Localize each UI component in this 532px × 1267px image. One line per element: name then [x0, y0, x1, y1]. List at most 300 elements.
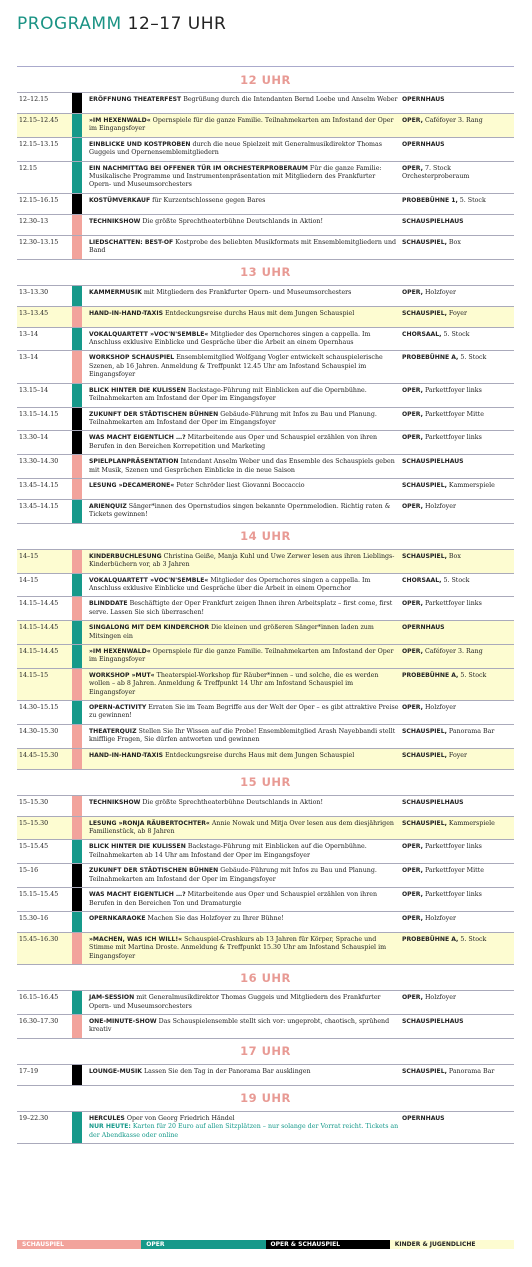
event-venue	[402, 915, 512, 923]
event-venue	[402, 117, 512, 125]
event-text: Stellen Sie Ihr Wissen auf die Probe! Ensemblemitglied Arash Nayebbandi stellt knifflige Fragen, Sie dürfen antworten und gewinnen	[89, 727, 396, 744]
event-title: ZUKUNFT DER STÄDTISCHEN BÜHNEN	[89, 410, 219, 418]
event-time: 12.15–16.15	[19, 196, 59, 204]
event-description	[89, 820, 399, 837]
event-description	[89, 503, 399, 520]
venue-name: OPER,	[402, 502, 423, 510]
event-description	[89, 843, 399, 860]
event-time: 15.30–16	[19, 914, 49, 922]
venue-detail: 5. Stock	[441, 330, 470, 338]
venue-detail: Parkettfoyer links	[422, 434, 482, 442]
event-title: HAND-IN-HAND-TAXIS	[89, 309, 163, 317]
event-description	[89, 165, 399, 190]
venue-detail: Box	[446, 238, 461, 246]
event-time: 14.15–14.45	[19, 648, 59, 655]
event-venue	[402, 672, 512, 680]
legend-kinder-jugendliche: KINDER & JUGENDLICHE	[390, 1240, 514, 1249]
event-title: SPIELPLANPRÄSENTATION	[89, 458, 179, 466]
event-venue	[402, 434, 512, 442]
schedule	[17, 67, 514, 1144]
event-description	[89, 648, 399, 665]
event-row	[17, 796, 514, 817]
event-description	[89, 434, 399, 451]
event-description	[89, 936, 399, 961]
event-text: Kostprobe des beliebten Musikformats mit Ensemblemitgliedern und Band	[89, 238, 397, 255]
event-text: durch die neue Spielzeit mit Generalmusikdirektor Thomas Guggeis und Opernensemblemitgliedern	[89, 140, 383, 157]
event-description	[89, 411, 399, 428]
category-marker	[72, 991, 82, 1014]
event-venue	[402, 165, 512, 182]
venue-detail: 7. Stock Orchesterproberaum	[402, 164, 470, 181]
venue-detail: Caféfoyer 3. Rang	[422, 117, 483, 124]
event-venue	[402, 218, 512, 226]
event-text: Für die ganze Familie: Musikalische Programme und Instrumentenpräsentation mit Mitgliedern des Frankfurter Opern- und Museumsorchesters	[89, 164, 382, 189]
category-marker	[72, 840, 82, 863]
event-venue	[402, 387, 512, 395]
event-venue	[402, 891, 512, 899]
event-time: 13.45–14.15	[19, 502, 59, 510]
event-title: »MACHEN, WAS ICH WILL!«	[89, 935, 183, 943]
venue-name: OPER,	[402, 410, 423, 418]
event-time: 13–14	[19, 330, 39, 338]
event-time: 13.30–14.30	[19, 458, 59, 466]
hour-heading: 19 UHR	[17, 1086, 514, 1112]
category-marker	[72, 500, 82, 523]
category-marker	[72, 621, 82, 644]
event-description	[89, 600, 399, 617]
event-text: Die größte Sprechtheaterbühne Deutschlands in Aktion!	[140, 798, 324, 806]
hour-heading: 14 UHR	[17, 524, 514, 550]
venue-name: OPER,	[402, 843, 423, 851]
event-time: 13–14	[19, 354, 39, 362]
venue-name: PROBEBÜHNE A,	[402, 354, 459, 362]
category-marker	[72, 933, 82, 964]
event-description	[89, 728, 399, 745]
event-note-head: NUR HEUTE:	[89, 1123, 131, 1131]
event-text: für Kurzentschlossene gegen Bares	[150, 196, 266, 204]
event-row	[17, 215, 514, 236]
venue-name: SCHAUSPIEL,	[402, 1067, 447, 1075]
event-description	[89, 197, 399, 205]
venue-detail: Holzfoyer	[422, 914, 456, 922]
event-time: 19–22.30	[19, 1114, 49, 1122]
hour-heading: 12 UHR	[17, 67, 514, 93]
event-title: KOSTÜMVERKAUF	[89, 196, 151, 204]
event-row	[17, 455, 514, 479]
event-title: ARIENQUIZ	[89, 502, 127, 510]
event-title: BLICK HINTER DIE KULISSEN	[89, 843, 186, 851]
event-description	[89, 799, 399, 807]
event-time: 15–15.30	[19, 798, 49, 806]
category-marker	[72, 1112, 82, 1143]
hour-heading: 13 UHR	[17, 260, 514, 286]
event-venue	[402, 867, 512, 875]
venue-detail: Parkettfoyer links	[422, 891, 482, 899]
event-description	[89, 915, 399, 923]
event-venue	[402, 141, 512, 149]
event-row	[17, 328, 514, 352]
event-row	[17, 840, 514, 864]
category-marker	[72, 1015, 82, 1038]
venue-detail: Caféfoyer 3. Rang	[422, 648, 483, 655]
category-marker	[72, 162, 82, 193]
event-text: Gebäude-Führung mit Infos zu Bau und Planung. Teilnahmekarten am Infostand der Oper im Eingangsfoyer	[89, 867, 377, 883]
category-marker	[72, 307, 82, 327]
event-description	[89, 624, 399, 641]
event-row	[17, 479, 514, 500]
event-title: VOKALQUARTETT »VOC'N'SEMBLE«	[89, 330, 209, 338]
event-time: 15–16	[19, 867, 39, 875]
event-text: Christina Geiße, Manja Kuhl und Uwe Zerwer lesen aus ihren Lieblings-Kinderbüchern vor, ab 3 Jahren	[89, 552, 395, 569]
venue-name: PROBEBÜHNE 1,	[402, 196, 458, 204]
event-row	[17, 114, 514, 138]
event-title: LESUNG »RONJA RÄUBERTOCHTER«	[89, 819, 210, 827]
event-title: ONE-MINUTE-SHOW	[89, 1017, 157, 1025]
event-row	[17, 93, 514, 114]
venue-detail: Parkettfoyer links	[422, 843, 482, 851]
venue-name: OPER,	[402, 164, 423, 172]
event-description	[89, 218, 399, 226]
venue-name: OPERNHAUS	[402, 96, 445, 103]
legend-oper-schauspiel: OPER & SCHAUSPIEL	[266, 1240, 390, 1249]
page-title-time: 12–17 UHR	[127, 14, 227, 34]
event-text: Beschäftigte der Oper Frankfurt zeigen Ihnen ihren Arbeitsplatz – first come, first serve. Lassen Sie sich überraschen!	[89, 600, 393, 616]
event-title: WAS MACHT EIGENTLICH …?	[89, 891, 186, 899]
event-text: Peter Schröder liest Giovanni Boccaccio	[174, 481, 305, 489]
page-title	[17, 14, 226, 34]
event-title: LOUNGE-MUSIK	[89, 1067, 142, 1075]
venue-name: SCHAUSPIELHAUS	[402, 458, 464, 466]
event-time: 14.45–15.30	[19, 751, 59, 759]
venue-detail: Box	[446, 552, 461, 560]
venue-name: SCHAUSPIELHAUS	[402, 1017, 464, 1025]
category-marker	[72, 725, 82, 748]
event-time: 14.30–15.15	[19, 704, 59, 712]
event-description	[89, 994, 399, 1011]
event-row	[17, 1065, 514, 1086]
event-row	[17, 725, 514, 749]
hour-heading: 15 UHR	[17, 770, 514, 796]
category-marker	[72, 138, 82, 161]
event-time: 12.30–13.15	[19, 238, 59, 246]
event-title: TECHNIKSHOW	[89, 217, 141, 225]
event-description	[89, 672, 399, 697]
event-description	[89, 117, 399, 134]
event-row	[17, 597, 514, 621]
event-row	[17, 550, 514, 574]
event-time: 15–15.45	[19, 843, 49, 851]
event-row	[17, 408, 514, 432]
venue-detail: Foyer	[446, 751, 468, 759]
event-time: 14.15–15	[19, 671, 49, 679]
event-description	[89, 331, 399, 348]
event-venue	[402, 577, 512, 585]
event-time: 12.30–13	[19, 217, 49, 225]
event-title: VOKALQUARTETT »VOC'N'SEMBLE«	[89, 576, 209, 584]
venue-name: CHORSAAL,	[402, 330, 442, 338]
venue-detail: Holzfoyer	[422, 502, 456, 510]
category-marker	[72, 1065, 82, 1085]
event-time: 12–12.15	[19, 96, 49, 103]
event-venue	[402, 503, 512, 511]
category-marker	[72, 749, 82, 769]
event-title: »IM HEXENWALD«	[89, 648, 151, 655]
venue-name: OPER,	[402, 648, 423, 655]
page-title-prefix: PROGRAMM	[17, 14, 122, 34]
venue-name: PROBEBÜHNE A,	[402, 935, 459, 943]
event-time: 13.15–14	[19, 386, 49, 394]
category-marker	[72, 669, 82, 700]
event-row	[17, 991, 514, 1015]
event-text: Das Schauspielensemble stellt sich vor: ungeprobt, chaotisch, sprühend kreativ	[89, 1017, 390, 1034]
venue-detail: Foyer	[446, 309, 468, 317]
venue-name: SCHAUSPIEL,	[402, 238, 447, 246]
event-row	[17, 162, 514, 194]
event-venue	[402, 553, 512, 561]
venue-name: OPERNHAUS	[402, 1114, 445, 1122]
venue-detail: Holzfoyer	[422, 994, 456, 1002]
event-venue	[402, 96, 512, 104]
event-venue	[402, 752, 512, 760]
event-title: KAMMERMUSIK	[89, 288, 142, 296]
event-row	[17, 933, 514, 965]
venue-detail: Kammerspiele	[446, 481, 495, 489]
event-time: 15.45–16.30	[19, 935, 59, 943]
category-marker	[72, 384, 82, 407]
event-time: 15.15–15.45	[19, 891, 59, 899]
venue-name: PROBEBÜHNE A,	[402, 671, 459, 679]
event-row	[17, 1015, 514, 1039]
venue-detail: Parkettfoyer Mitte	[422, 410, 484, 418]
category-marker	[72, 194, 82, 214]
event-description	[89, 458, 399, 475]
event-venue	[402, 289, 512, 297]
event-description	[89, 553, 399, 570]
event-time: 13.15–14.15	[19, 410, 59, 418]
event-description	[89, 482, 399, 490]
venue-detail: 5. Stock	[457, 196, 486, 204]
event-description	[89, 1115, 399, 1140]
event-row	[17, 1112, 514, 1144]
event-title: SINGALONG MIT DEM KINDERCHOR	[89, 624, 210, 632]
event-venue	[402, 799, 512, 807]
category-marker	[72, 912, 82, 932]
venue-detail: 5. Stock	[458, 354, 487, 362]
event-text: Lassen Sie den Tag in der Panorama Bar ausklingen	[141, 1067, 311, 1075]
event-venue	[402, 411, 512, 419]
event-description	[89, 891, 399, 908]
event-row	[17, 194, 514, 215]
venue-detail: Holzfoyer	[422, 704, 456, 712]
venue-name: OPER,	[402, 386, 423, 394]
event-text: Entdeckungsreise durchs Haus mit dem Jungen Schauspiel	[163, 309, 355, 317]
event-text: Mitglieder des Opernchores singen a cappella. Im Anschluss exklusive Einblicke und Gespräche über die Arbeit in einem Opernchor	[89, 576, 371, 592]
event-description	[89, 96, 399, 104]
category-marker	[72, 114, 82, 137]
event-description	[89, 354, 399, 379]
category-marker	[72, 645, 82, 668]
venue-name: SCHAUSPIEL,	[402, 819, 447, 827]
event-time: 14.15–14.45	[19, 600, 59, 608]
event-row	[17, 286, 514, 307]
event-title: HERCULES	[89, 1114, 125, 1122]
event-row	[17, 888, 514, 912]
venue-detail: 5. Stock	[458, 671, 487, 679]
event-time: 16.30–17.30	[19, 1017, 59, 1025]
legend-schauspiel: SCHAUSPIEL	[17, 1240, 141, 1249]
category-marker	[72, 215, 82, 235]
venue-name: SCHAUSPIELHAUS	[402, 217, 464, 225]
event-description	[89, 704, 399, 721]
event-time: 12.15–12.45	[19, 117, 59, 124]
event-text: Mitarbeitende aus Oper und Schauspiel erzählen von ihren Berufen in den Bereichen Korrepetition und Marketing	[89, 434, 378, 450]
event-time: 13.30–14	[19, 434, 49, 442]
venue-name: OPER,	[402, 288, 423, 296]
venue-name: CHORSAAL,	[402, 576, 442, 584]
event-title: HAND-IN-HAND-TAXIS	[89, 751, 163, 759]
event-text: Entdeckungsreise durchs Haus mit dem Jungen Schauspiel	[163, 751, 355, 759]
event-text: Backstage-Führung mit Einblicken auf die Opernbühne. Teilnahmekarten ab 14 Uhr am Infostand der Oper im Eingangsfoyer	[89, 843, 367, 859]
event-text: Erraten Sie im Team Begriffe aus der Welt der Oper – es gibt attraktive Preise zu gewinnen!	[89, 704, 399, 720]
venue-name: SCHAUSPIELHAUS	[402, 798, 464, 806]
event-time: 12.15–13.15	[19, 140, 59, 148]
event-note: Karten für 20 Euro auf allen Sitzplätzen – nur solange der Vorrat reicht. Tickets an der Abendkasse oder online	[89, 1123, 399, 1139]
event-title: EIN NACHMITTAG BEI OFFENER TÜR IM ORCHESTERPROBERAUM	[89, 164, 308, 172]
category-marker	[72, 455, 82, 478]
event-text: Opernspiele für die ganze Familie. Teilnahmekarten am Infostand der Oper im Eingangsfoyer	[89, 648, 394, 664]
hour-heading: 16 UHR	[17, 965, 514, 991]
venue-detail: Parkettfoyer Mitte	[422, 867, 484, 875]
event-description	[89, 239, 399, 256]
event-title: »IM HEXENWALD«	[89, 117, 151, 124]
event-row	[17, 138, 514, 162]
event-time: 14.15–14.45	[19, 624, 59, 632]
event-time: 14–15	[19, 576, 39, 584]
event-venue	[402, 482, 512, 490]
category-marker	[72, 286, 82, 306]
event-venue	[402, 624, 512, 632]
event-venue	[402, 600, 512, 608]
venue-detail: Holzfoyer	[422, 288, 456, 296]
event-text: Annie Nowak und Mitja Over lesen aus dem diesjährigen Familienstück, ab 8 Jahren	[89, 819, 394, 836]
event-time: 17–19	[19, 1067, 39, 1075]
event-row	[17, 500, 514, 524]
event-venue	[402, 331, 512, 339]
venue-name: OPER,	[402, 434, 423, 442]
event-text: Mitglieder des Opernchores singen a cappella. Im Anschluss exklusive Einblicke und Gespräche über die Arbeit an einem Opernhaus	[89, 330, 371, 347]
event-title: BLINDDATE	[89, 600, 128, 608]
event-row	[17, 749, 514, 770]
event-venue	[402, 648, 512, 656]
event-text: Begrüßung durch die Intendanten Bernd Loebe und Anselm Weber	[181, 96, 398, 103]
event-time: 13.45–14.15	[19, 481, 59, 489]
event-text: Oper von Georg Friedrich Händel	[124, 1114, 235, 1122]
event-title: WAS MACHT EIGENTLICH …?	[89, 434, 186, 442]
event-title: KINDERBUCHLESUNG	[89, 552, 162, 560]
event-row	[17, 307, 514, 328]
event-row	[17, 574, 514, 598]
event-venue	[402, 994, 512, 1002]
event-venue	[402, 197, 512, 205]
event-row	[17, 236, 514, 260]
event-text: Intendant Anselm Weber und das Ensemble des Schauspiels geben mit Musik, Szenen und Gesprächen Einblicke in die neue Saison	[89, 458, 395, 474]
event-venue	[402, 310, 512, 318]
event-title: LESUNG »DECAMERONE«	[89, 481, 175, 489]
event-text: Ensemblemitglied Wolfgang Vogler entwickelt schauspielerische Szenen, ab 16 Jahren. Anmeldung & Treffpunkt 12.45 Uhr am Infostand Schauspiel im Eingangsfoyer	[89, 354, 383, 379]
event-venue	[402, 1115, 512, 1123]
event-description	[89, 752, 399, 760]
category-marker	[72, 701, 82, 724]
event-text: Gebäude-Führung mit Infos zu Bau und Planung. Teilnahmekarten am Infostand der Oper im Eingangsfoyer	[89, 410, 377, 426]
category-marker	[72, 550, 82, 573]
event-title: WORKSHOP »MUT«	[89, 671, 155, 679]
venue-detail: Panorama Bar	[446, 1067, 495, 1075]
event-description	[89, 310, 399, 318]
event-row	[17, 864, 514, 888]
category-marker	[72, 431, 82, 454]
event-text: Schauspiel-Crashkurs ab 13 Jahren für Körper, Sprache und Stimme mit Martina Droste. Anmeldung & Treffpunkt 15.30 Uhr am Infostand Schauspiel im Eingangsfoyer	[89, 935, 387, 960]
event-row	[17, 817, 514, 841]
event-venue	[402, 458, 512, 466]
event-text: Sänger*innen des Opernstudios singen bekannte Opernmelodien. Richtig raten & Tickets gewinnen!	[89, 502, 391, 519]
venue-name: OPER,	[402, 704, 423, 712]
category-marker	[72, 328, 82, 351]
event-title: OPERN-ACTIVITY	[89, 704, 147, 712]
event-venue	[402, 704, 512, 712]
event-title: EINBLICKE UND KOSTPROBEN	[89, 140, 191, 148]
event-row	[17, 645, 514, 669]
event-text: Machen Sie das Holzfoyer zu Ihrer Bühne!	[145, 914, 284, 922]
event-venue	[402, 728, 512, 736]
category-marker	[72, 93, 82, 113]
event-title: ERÖFFNUNG THEATERFEST	[89, 96, 182, 103]
event-time: 16.15–16.45	[19, 994, 59, 1002]
category-marker	[72, 597, 82, 620]
venue-name: OPER,	[402, 867, 423, 875]
venue-name: OPER,	[402, 600, 423, 608]
event-time: 13–13.30	[19, 288, 49, 296]
venue-detail: 5. Stock	[441, 576, 470, 584]
event-row	[17, 621, 514, 645]
event-venue	[402, 820, 512, 828]
event-time: 14.30–15.30	[19, 727, 59, 735]
venue-detail: Parkettfoyer links	[422, 600, 482, 608]
event-row	[17, 912, 514, 933]
venue-name: OPER,	[402, 891, 423, 899]
event-venue	[402, 1018, 512, 1026]
event-text: mit Mitgliedern des Frankfurter Opern- und Museumsorchesters	[141, 288, 352, 296]
event-title: ZUKUNFT DER STÄDTISCHEN BÜHNEN	[89, 867, 219, 875]
category-marker	[72, 351, 82, 382]
event-venue	[402, 936, 512, 944]
venue-name: OPERNHAUS	[402, 624, 445, 632]
venue-name: SCHAUSPIEL,	[402, 481, 447, 489]
venue-detail: 5. Stock	[458, 935, 487, 943]
event-description	[89, 867, 399, 884]
event-text: Theaterspiel-Workshop für Räuber*innen – und solche, die es werden wollen – ab 8 Jahren. Anmeldung & Treffpunkt 14 Uhr am Infostand Schauspiel im Eingangsfoyer	[89, 671, 379, 696]
event-text: Backstage-Führung mit Einblicken auf die Opernbühne. Teilnahmekarten am Infostand der Oper im Eingangsfoyer	[89, 386, 367, 403]
event-time: 12.15	[19, 164, 38, 172]
category-marker	[72, 479, 82, 499]
event-text: Opernspiele für die ganze Familie. Teilnahmekarten am Infostand der Oper im Eingangsfoyer	[89, 117, 394, 133]
venue-name: SCHAUSPIEL,	[402, 309, 447, 317]
venue-detail: Parkettfoyer links	[422, 386, 482, 394]
venue-detail: Kammerspiele	[446, 819, 495, 827]
category-marker	[72, 888, 82, 911]
event-row	[17, 701, 514, 725]
event-title: JAM-SESSION	[89, 994, 135, 1002]
event-text: Die größte Sprechtheaterbühne Deutschlands in Aktion!	[140, 217, 324, 225]
